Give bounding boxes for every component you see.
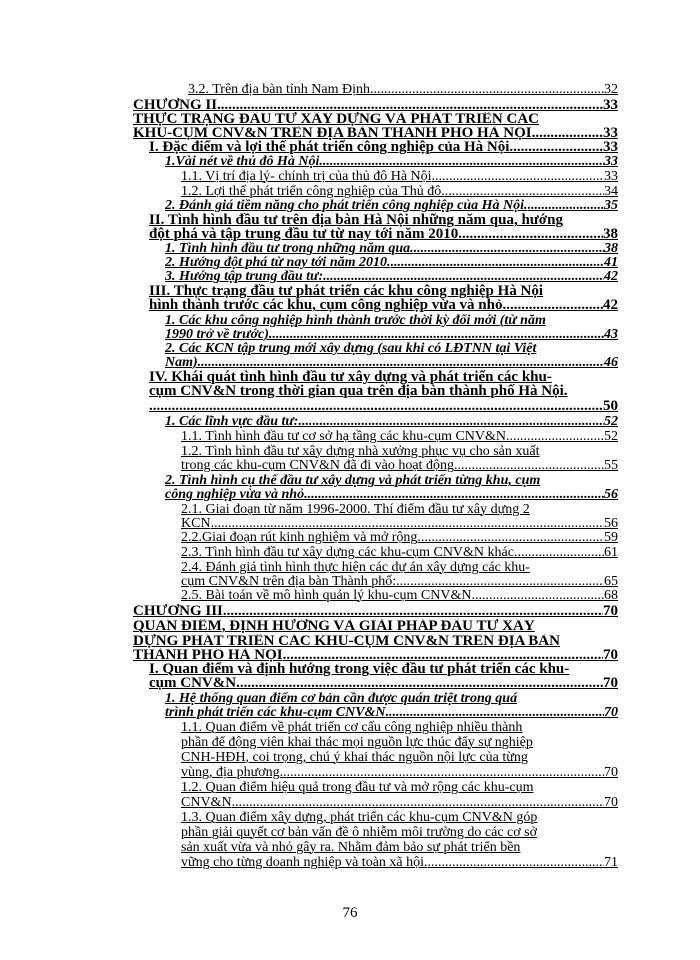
toc-entry[interactable]	[181, 516, 618, 531]
toc-subsection[interactable]	[165, 198, 618, 213]
toc-section[interactable]	[149, 399, 618, 414]
toc-entry-page: 33	[604, 169, 618, 184]
toc-entry-text: 2. Đánh giá tiềm năng cho phát triển công nghiệp của Hà Nội.	[165, 198, 528, 213]
toc-chapter[interactable]	[133, 98, 618, 113]
toc-subsection[interactable]	[165, 154, 618, 169]
toc-entry-text: CNH-HĐH, coi trọng, chú ý khai thác nguồn nội lực của từng	[181, 750, 528, 765]
toc-entry-text: 3.2. Trên địa bàn tỉnh Nam Định	[188, 82, 370, 97]
toc-entry[interactable]	[181, 530, 618, 545]
toc-entry-page: 33	[603, 98, 618, 113]
toc-entry-page: 70	[603, 648, 618, 663]
toc-entry[interactable]	[181, 765, 618, 780]
toc-entry-page: 38	[603, 227, 618, 242]
toc-entry-text: 1.3. Quan điểm xây dựng, phát triển các khu-cụm CNV&N góp	[181, 810, 538, 825]
toc-entry[interactable]	[181, 840, 618, 855]
toc-chapter-title[interactable]	[133, 112, 618, 127]
toc-entry-text: phần giải quyết cơ bản vấn đề ô nhiễm môi trường do các cơ sở	[181, 825, 537, 840]
toc-entry-text: Nam).	[165, 355, 202, 370]
toc-section[interactable]	[149, 662, 618, 677]
toc-entry-page: 70	[603, 676, 618, 691]
page-number: 76	[342, 905, 358, 921]
toc-entry-page: 55	[604, 458, 618, 473]
toc-entry-text: trình phát triển các khu-cụm CNV&N	[165, 705, 386, 720]
toc-entry[interactable]	[181, 795, 618, 810]
toc-entry-text: 1.2. Lợi thế phát triển công nghiệp của Thủ đô.	[181, 184, 445, 199]
toc-entry[interactable]	[181, 780, 618, 795]
toc-entry-text: 2.3. Tình hình đầu tư xây dựng các khu-cụm CNV&N khác	[181, 545, 514, 560]
toc-entry-text: hình thành trước các khu, cụm công nghiệp vừa và nhỏ	[149, 298, 503, 313]
toc-entry[interactable]	[181, 810, 618, 825]
toc-entry[interactable]	[181, 735, 618, 750]
toc-subsection[interactable]	[165, 341, 618, 356]
toc-entry-page: 70	[603, 604, 618, 619]
toc-subsection[interactable]	[165, 355, 618, 370]
toc-entry-page: 38	[604, 241, 618, 256]
toc-entry-page: 70	[604, 705, 618, 720]
toc-entry-page: 71	[604, 855, 618, 870]
toc-entry-text: 2. Hướng đột phá từ nay tới năm 2010.	[165, 255, 391, 270]
toc-subsection[interactable]	[165, 327, 618, 342]
toc-entry-text: THỰC TRẠNG ĐẦU TƯ XÂY DỰNG VÀ PHÁT TRIỂN CÁC	[133, 112, 540, 127]
toc-entry-page: 70	[604, 765, 618, 780]
toc-entry[interactable]	[181, 545, 618, 560]
toc-section[interactable]	[149, 384, 618, 399]
toc-entry-text: 1.Vài nét về thủ đô Hà Nội	[165, 154, 320, 169]
toc-entry[interactable]	[181, 502, 618, 517]
toc-entry[interactable]	[181, 720, 618, 735]
toc-entry[interactable]	[188, 82, 618, 97]
toc-entry-text: 1.2. Quan điểm hiệu quả trong đầu tư và mở rộng các khu-cụm	[181, 780, 534, 795]
toc-subsection[interactable]	[165, 241, 618, 256]
toc-entry-text: 2.4. Đánh giá tình hình thực hiện các dự án xây dựng các khu-	[181, 560, 530, 575]
toc-entry-text: II. Tình hình đầu tư trên địa bàn Hà Nội những năm qua, hướng	[149, 213, 563, 228]
toc-entry-page: 70	[604, 795, 618, 810]
toc-section[interactable]	[149, 298, 618, 313]
toc-entry-text: KHU-CỤM CNV&N TRÊN ĐỊA BÀN THÀNH PHỐ HÀ NỘI	[133, 126, 532, 141]
toc-entry-page: 52	[604, 429, 618, 444]
toc-entry[interactable]	[181, 444, 618, 459]
toc-entry-page: 56	[604, 516, 618, 531]
toc-entry[interactable]	[181, 750, 618, 765]
toc-subsection[interactable]	[165, 269, 618, 284]
toc-entry-text: 1.2. Tình hình đầu tư xây dựng nhà xưởng phục vụ cho sản xuất	[181, 444, 540, 459]
toc-entry-text: 2. Các KCN tập trung mới xây dựng (sau khi có LĐTNN tại Việt	[165, 341, 537, 356]
toc-subsection[interactable]	[165, 414, 618, 429]
toc-entry-page: 59	[604, 530, 618, 545]
toc-entry-text: III. Thực trạng đầu tư phát triển các khu công nghiệp Hà Nội	[149, 284, 544, 299]
toc-entry-page: 46	[604, 355, 618, 370]
toc-entry-page: 56	[604, 487, 618, 502]
toc-entry-text: 3. Hướng tập trung đầu tư:	[165, 269, 324, 284]
toc-entry-page: 61	[604, 545, 618, 560]
toc-section[interactable]	[149, 676, 618, 691]
toc-entry-text: IV. Khái quát tình hình đầu tư xây dựng và phát triển các khu-	[149, 370, 552, 385]
toc-section[interactable]	[149, 140, 618, 155]
toc-subsection[interactable]	[165, 705, 618, 720]
toc-chapter-title[interactable]	[133, 648, 618, 663]
toc-entry[interactable]	[181, 574, 618, 589]
toc-entry-page: 41	[604, 255, 618, 270]
toc-entry-text: 2. Tình hình cụ thể đầu tư xây dựng và phát triển từng khu, cụm	[165, 473, 541, 488]
toc-entry-text: 1. Các khu công nghiệp hình thành trước thời kỳ đổi mới (từ năm	[165, 313, 546, 328]
toc-entry[interactable]	[181, 169, 618, 184]
toc-subsection[interactable]	[165, 313, 618, 328]
toc-entry-page: 33	[603, 126, 618, 141]
toc-entry-text: 1. Hệ thống quan điểm cơ bản cần được quán triệt trong quá	[165, 691, 518, 706]
toc-entry[interactable]	[181, 588, 618, 603]
toc-entry-page: 68	[604, 588, 618, 603]
toc-entry-page: 43	[604, 327, 618, 342]
toc-section[interactable]	[149, 370, 618, 385]
toc-entry-page: 65	[604, 574, 618, 589]
toc-section[interactable]	[149, 284, 618, 299]
toc-entry-text: CNV&N	[181, 795, 232, 810]
toc-entry-text: sản xuất vừa và nhỏ gây ra. Nhằm đảm bảo sự phát triển bền	[181, 840, 521, 855]
toc-entry-text: 2.5. Bài toán về mô hình quản lý khu-cụm CNV&N	[181, 588, 472, 603]
toc-entry-page: 32	[604, 82, 618, 97]
toc-subsection[interactable]	[165, 255, 618, 270]
toc-entry-text: trong các khu-cụm CNV&N đã đi vào hoạt động	[181, 458, 454, 473]
toc-entry-text: phần để động viên khai thác mọi nguồn lực thúc đẩy sự nghiệp	[181, 735, 533, 750]
toc-entry[interactable]	[181, 184, 618, 199]
toc-entry-text: cụm CNV&N trên địa bàn Thành phố:	[181, 574, 397, 589]
toc-entry-text: I. Quan điểm và định hướng trong việc đầu tư phát triển các khu-	[149, 662, 570, 677]
toc-entry-text: cụm CNV&N trong thời gian qua trên địa bàn thành phố Hà Nội.	[149, 384, 568, 399]
toc-entry-text: vững cho từng doanh nghiệp và toàn xã hội.	[181, 855, 428, 870]
toc-entry-page: 50	[603, 399, 618, 414]
toc-entry-text: 1. Các lĩnh vực đầu tư:	[165, 414, 299, 429]
toc-entry-text: CHƯƠNG II.	[133, 98, 221, 113]
toc-section[interactable]	[149, 213, 618, 228]
toc-entry-page: 42	[603, 298, 618, 313]
toc-entry[interactable]	[181, 855, 618, 870]
toc-entry-text: 1990 trở về trước).	[165, 327, 273, 342]
toc-chapter[interactable]	[133, 604, 618, 619]
toc-chapter-title[interactable]	[133, 619, 618, 634]
toc-entry[interactable]	[181, 825, 618, 840]
toc-entry-text: I. Đặc điểm và lợi thế phát triển công nghiệp của Hà Nội	[149, 140, 510, 155]
toc-entry-text: KCN	[181, 516, 211, 531]
toc-entry-page: 52	[604, 414, 618, 429]
toc-entry[interactable]	[181, 560, 618, 575]
toc-entry-text: 1. Tình hình đầu tư trong những năm qua.	[165, 241, 414, 256]
toc-entry-text: vùng, địa phương.	[181, 765, 284, 780]
toc-section[interactable]	[149, 227, 618, 242]
toc-entry-text: 2.1. Giai đoạn từ năm 1996-2000. Thí điểm đầu tư xây dựng 2	[181, 502, 530, 517]
toc-entry-page: 33	[604, 154, 618, 169]
toc-subsection[interactable]	[165, 691, 618, 706]
toc-entry-text: công nghiệp vừa và nhỏ	[165, 487, 305, 502]
toc-entry-text: QUAN ĐIỂM, ĐỊNH HƯỚNG VÀ GIẢI PHÁP ĐẦU TƯ XÂY	[133, 619, 535, 634]
toc-entry[interactable]	[181, 458, 618, 473]
toc-entry-text: CHƯƠNG III.	[133, 604, 227, 619]
toc-entry-text: DỰNG PHÁT TRIỂN CÁC KHU-CỤM CNV&N TRÊN ĐỊA BÀN	[133, 634, 560, 649]
toc-entry-text: 1.1. Vị trí địa lý- chính trị của thủ đô Hà Nội	[181, 169, 432, 184]
toc-entry-text: THÀNH PHỐ HÀ NỘI	[133, 648, 283, 663]
toc-entry-page: 35	[604, 198, 618, 213]
toc-entry-page: 42	[604, 269, 618, 284]
toc-entry-text: đột phá và tập trung đầu tư từ nay tới năm 2010	[149, 227, 459, 242]
toc-entry-text: 1.1. Tình hình đầu tư cơ sở hạ tầng các khu-cụm CNV&N	[181, 429, 507, 444]
toc-entry-text: cụm CNV&N	[149, 676, 237, 691]
toc-entry-text: 1.1. Quan điểm về phát triển cơ cấu công nghiệp nhiều thành	[181, 720, 523, 735]
toc-subsection[interactable]	[165, 487, 618, 502]
toc-entry-page: 34	[604, 184, 618, 199]
toc-entry[interactable]	[181, 429, 618, 444]
toc-entry-text: 2.2.Giai đoạn rút kinh nghiệm và mở rộng	[181, 530, 418, 545]
toc-entry-page: 33	[603, 140, 618, 155]
toc-subsection[interactable]	[165, 473, 618, 488]
toc-chapter-title[interactable]	[133, 126, 618, 141]
toc-chapter-title[interactable]	[133, 634, 618, 649]
